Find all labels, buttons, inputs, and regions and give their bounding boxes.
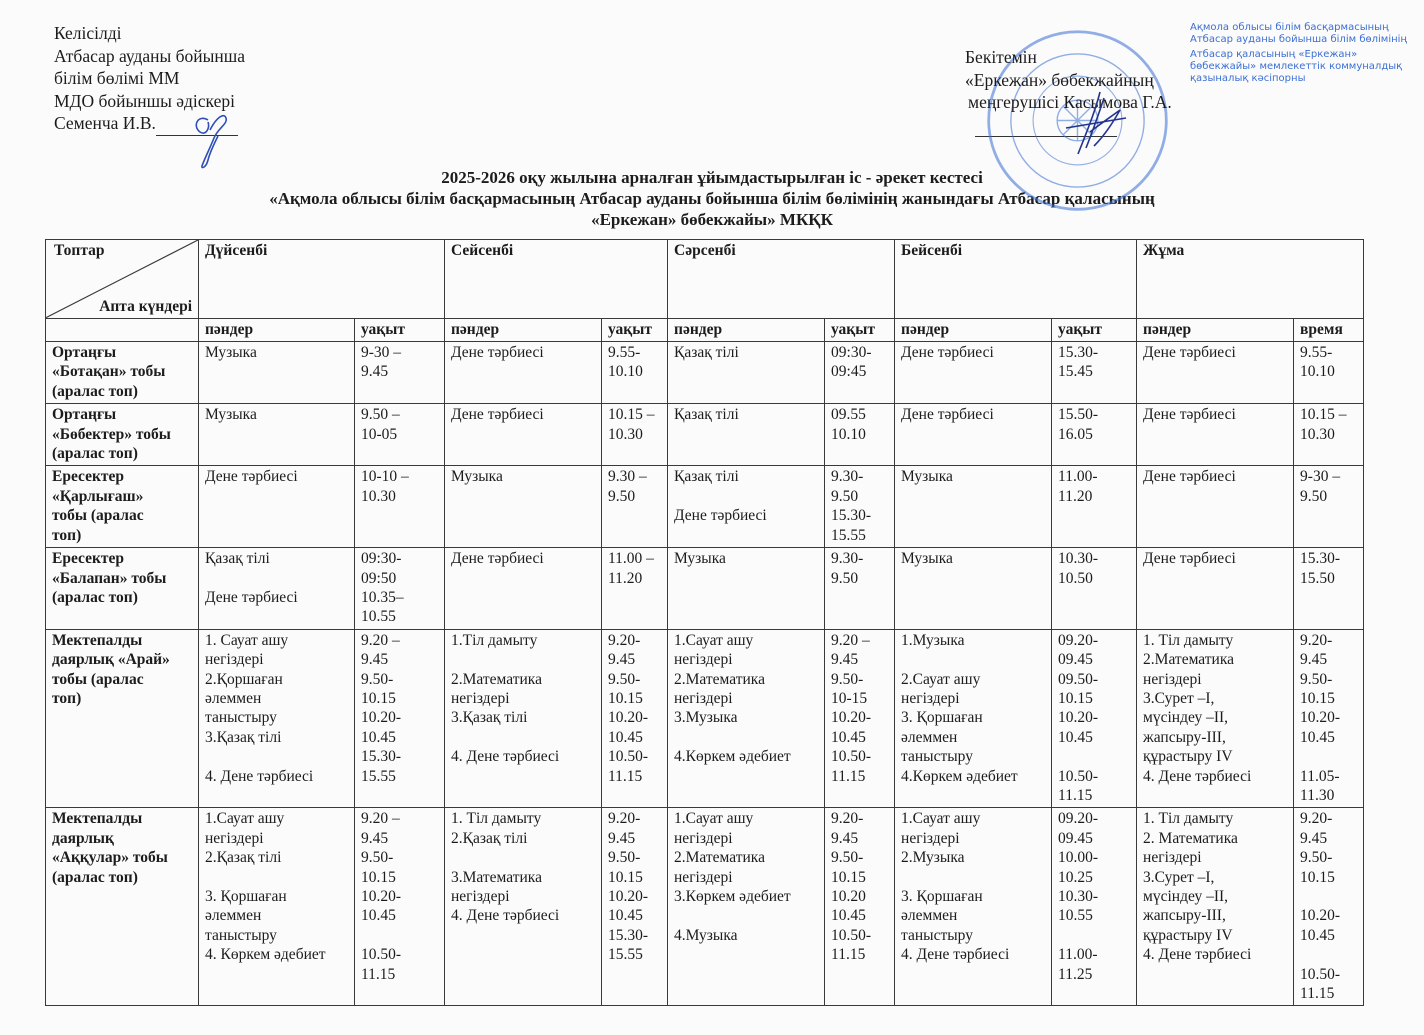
subjects-cell: Музыка [445,466,602,548]
time-cell: 10.15 – 10.30 [602,404,668,466]
stamp-outer-text: Ақмола облысы білім басқармасының Атбасар ауданы бойынша білім бөлімінің [1190,22,1408,45]
title-line-2: «Ақмола облысы білім басқармасының Атбасар ауданы бойынша білім бөлімінің жанындағы Атбасар қаласының [269,189,1155,208]
subheader-subjects: пәндер [895,318,1052,341]
approval-left-signer: Семенча И.В. [54,113,156,133]
stamp-inner-text: Атбасар қаласының «Еркежан» бөбекжайы» мемлекеттік коммуналдық қазыналық кәсіпорны [1190,49,1403,84]
time-cell: 10-10 – 10.30 [355,466,445,548]
time-cell: 9-30 – 9.50 [1294,466,1364,548]
time-cell: 09.20- 09.45 10.00- 10.25 10.30- 10.55 11.00- 11.25 [1052,808,1137,1006]
subjects-cell: 1.Музыка 2.Сауат ашу негіздері 3. Қоршаған әлеммен таныстыру 4.Көркем әдебиет [895,629,1052,808]
table-row [46,808,1364,1006]
subheader-time: уақыт [602,318,668,341]
time-cell: 9.20- 9.45 9.50- 10.15 10.20- 10.45 10.50- 11.15 [1294,808,1364,1006]
title-line-1: 2025-2026 оқу жылына арналған ұйымдастырылған іс - әрекет кестесі [441,168,983,187]
subjects-cell: Дене тәрбиесі [1137,404,1294,466]
approval-right-block [965,46,1172,114]
subjects-cell: Музыка [199,404,355,466]
corner-header [46,240,199,319]
time-cell: 9.50 – 10-05 [355,404,445,466]
time-cell: 15.30- 15.45 [1052,342,1137,404]
day-header: Жұма [1137,240,1364,319]
table-row [46,404,1364,466]
time-cell: 09.20- 09.45 09.50- 10.15 10.20- 10.45 10.50- 11.15 [1052,629,1137,808]
subjects-cell: Музыка [668,548,825,630]
time-cell: 9.20 – 9.45 9.50- 10-15 10.20- 10.45 10.50- 11.15 [825,629,895,808]
time-cell: 9.30 – 9.50 [602,466,668,548]
time-cell: 9.20 – 9.45 9.50- 10.15 10.20- 10.45 10.50- 11.15 [355,808,445,1006]
subjects-cell: Қазақ тілі [668,342,825,404]
time-cell: 9.20 – 9.45 9.50- 10.15 10.20- 10.45 15.30- 15.55 [355,629,445,808]
day-header: Бейсенбі [895,240,1137,319]
document-title [0,167,1424,230]
time-cell: 09:30- 09:50 10.35– 10.55 [355,548,445,630]
approval-left-block [54,22,245,136]
table-row [46,342,1364,404]
table-subheader-row [46,318,1364,341]
subheader-subjects: пәндер [445,318,602,341]
approval-right-line: меңгерушісі Касымова Г.А. [968,92,1172,112]
group-name: Ересектер «Қарлығаш» тобы (аралас топ) [46,466,199,548]
subjects-cell: Дене тәрбиесі [895,342,1052,404]
stamp-text [1190,22,1410,88]
subjects-cell: Музыка [895,548,1052,630]
subjects-cell: Дене тәрбиесі [445,404,602,466]
subheader-subjects: пәндер [668,318,825,341]
subjects-cell: Дене тәрбиесі [445,342,602,404]
subheader-subjects: пәндер [1137,318,1294,341]
time-cell: 15.50- 16.05 [1052,404,1137,466]
time-cell: 9-30 – 9.45 [355,342,445,404]
subjects-cell: 1.Сауат ашу негіздері 2.Математика негіздері 3.Музыка 4.Көркем әдебиет [668,629,825,808]
subjects-cell: 1. Тіл дамыту 2.Математика негіздері 3.Сурет –I, мүсіндеу –II, жапсыру-III, құрастыру IV 4. Дене тәрбиесі [1137,629,1294,808]
time-cell: 9.20- 9.45 9.50- 10.15 10.20- 10.45 15.30- 15.55 [602,808,668,1006]
subjects-cell: Қазақ тілі Дене тәрбиесі [199,548,355,630]
approval-left-line: МДО бойыншы әдіскері [54,90,236,111]
subjects-cell: Музыка [199,342,355,404]
time-cell: 9.20- 9.45 9.50- 10.15 10.20 10.45 10.50- 11.15 [825,808,895,1006]
day-header: Сейсенбі [445,240,668,319]
title-line-3: «Еркежан» бөбекжайы» МКҚК [591,210,833,229]
time-cell: 9.55- 10.10 [602,342,668,404]
time-cell: 9.30- 9.50 [825,548,895,630]
empty-cell [46,318,199,341]
group-name: Ортаңғы «Бөбектер» тобы (аралас топ) [46,404,199,466]
approval-left-line: Келісілді [54,23,122,43]
group-name: Мектепалды даярлық «Арай» тобы (аралас топ) [46,629,199,808]
subheader-time: время [1294,318,1364,341]
subheader-subjects: пәндер [199,318,355,341]
schedule-table [45,239,1364,1006]
day-header: Дүйсенбі [199,240,445,319]
table-header-days [46,240,1364,319]
time-cell: 9.55- 10.10 [1294,342,1364,404]
subheader-time: уақыт [825,318,895,341]
subheader-time: уақыт [355,318,445,341]
signature-line [975,116,1117,137]
time-cell: 11.00 – 11.20 [602,548,668,630]
table-row [46,548,1364,630]
subjects-cell: Дене тәрбиесі [445,548,602,630]
time-cell: 09.55 10.10 [825,404,895,466]
subjects-cell: 1.Сауат ашу негіздері 2.Математика негіздері 3.Көркем әдебиет 4.Музыка [668,808,825,1006]
subjects-cell: Дене тәрбиесі [1137,342,1294,404]
subjects-cell: Дене тәрбиесі [895,404,1052,466]
approval-right-line: Бекітемін [965,47,1037,67]
subjects-cell: 1. Тіл дамыту 2. Математика негіздері 3.Сурет –I, мүсіндеу –II, жапсыру-III, құрастыру IV 4. Дене тәрбиесі [1137,808,1294,1006]
subjects-cell: 1. Тіл дамыту 2.Қазақ тілі 3.Математика негіздері 4. Дене тәрбиесі [445,808,602,1006]
subjects-cell: Дене тәрбиесі [1137,466,1294,548]
approval-right-line: «Еркежан» бөбекжайның [965,69,1154,90]
day-header: Сәрсенбі [668,240,895,319]
time-cell: 11.00- 11.20 [1052,466,1137,548]
subjects-cell: Дене тәрбиесі [1137,548,1294,630]
corner-groups-label: Топтар [54,242,105,259]
time-cell: 9.20- 9.45 9.50- 10.15 10.20- 10.45 11.05- 11.30 [1294,629,1364,808]
group-name: Ересектер «Балапан» тобы (аралас топ) [46,548,199,630]
group-name: Ортаңғы «Ботақан» тобы (аралас топ) [46,342,199,404]
subjects-cell: Дене тәрбиесі [199,466,355,548]
subjects-cell: 1.Сауат ашу негіздері 2.Музыка 3. Қоршаған әлеммен таныстыру 4. Дене тәрбиесі [895,808,1052,1006]
time-cell: 9.30- 9.50 15.30- 15.55 [825,466,895,548]
group-name: Мектепалды даярлық «Аққулар» тобы (аралас топ) [46,808,199,1006]
signature-line [156,112,238,136]
approval-left-line: Атбасар ауданы бойынша [54,45,246,66]
table-row [46,629,1364,808]
table-row [46,466,1364,548]
time-cell: 9.20- 9.45 9.50- 10.15 10.20- 10.45 10.50- 11.15 [602,629,668,808]
time-cell: 09:30- 09:45 [825,342,895,404]
subheader-time: уақыт [1052,318,1137,341]
time-cell: 10.30- 10.50 [1052,548,1137,630]
subjects-cell: Қазақ тілі [668,404,825,466]
time-cell: 15.30- 15.50 [1294,548,1364,630]
subjects-cell: 1. Сауат ашу негіздері 2.Қоршаған әлеммен таныстыру 3.Қазақ тілі 4. Дене тәрбиесі [199,629,355,808]
time-cell: 10.15 – 10.30 [1294,404,1364,466]
subjects-cell: Қазақ тілі Дене тәрбиесі [668,466,825,548]
approval-left-signer-line [54,112,245,136]
approval-left-line: білім бөлімі ММ [54,68,180,88]
subjects-cell: Музыка [895,466,1052,548]
subjects-cell: 1.Тіл дамыту 2.Математика негіздері 3.Қазақ тілі 4. Дене тәрбиесі [445,629,602,808]
subjects-cell: 1.Сауат ашу негіздері 2.Қазақ тілі 3. Қоршаған әлеммен таныстыру 4. Көркем әдебиет [199,808,355,1006]
corner-days-label: Апта күндері [99,298,192,316]
